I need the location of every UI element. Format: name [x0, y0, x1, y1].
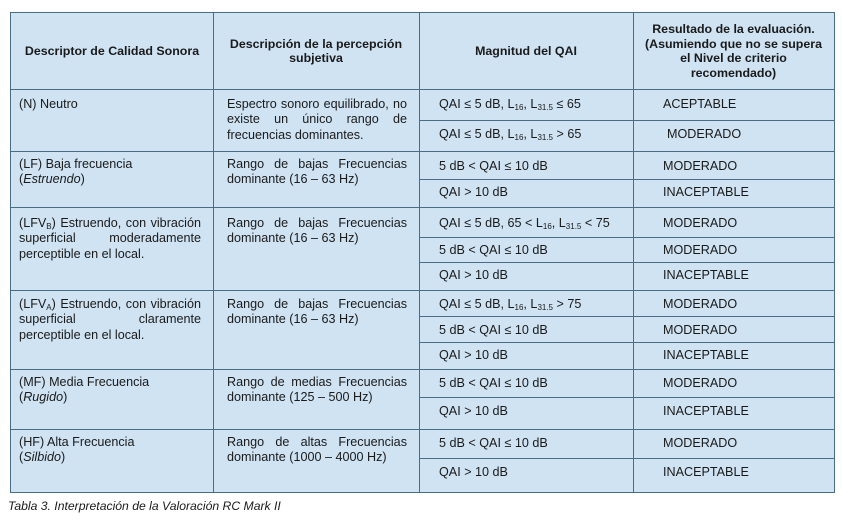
- magnitude-cell: QAI ≤ 5 dB, $L_{16}$, $L_{31.5} > 75$: [439, 297, 582, 312]
- result-cell: INACEPTABLE: [663, 404, 749, 418]
- magnitude-cell: 5 dB < QAI ≤ 10 dB: [439, 243, 548, 257]
- magnitude-cell: 5 dB < QAI ≤ 10 dB: [439, 436, 548, 450]
- magnitude-cell: QAI ≤ 5 dB, $L_{16}$, $L_{31.5} \le 65$: [439, 97, 581, 112]
- magnitude-cell: QAI > 10 dB: [439, 185, 508, 199]
- subrow-divider: [419, 458, 834, 459]
- descriptor-cell: (MF) Media Frecuencia (Rugido): [19, 375, 150, 405]
- result-cell: INACEPTABLE: [663, 465, 749, 479]
- perception-cell: Rango de bajas Frecuencias dominante (16 – 63 Hz): [227, 297, 407, 327]
- result-cell: ACEPTABLE: [663, 97, 737, 111]
- descriptor-cell: (LF) Baja frecuencia (Estruendo): [19, 157, 133, 187]
- subrow-divider: [419, 316, 834, 317]
- subrow-divider: [419, 179, 834, 180]
- magnitude-cell: QAI > 10 dB: [439, 404, 508, 418]
- rc-mark-table: [10, 12, 835, 493]
- row-divider: [11, 207, 834, 208]
- perception-cell: Rango de medias Frecuencias dominante (125 – 500 Hz): [227, 375, 407, 405]
- perception-cell: Espectro sonoro equilibrado, no existe un único rango de frecuencias dominantes.: [227, 97, 407, 142]
- subrow-divider: [419, 262, 834, 263]
- result-cell: INACEPTABLE: [663, 268, 749, 282]
- header-result: Resultado de la evaluación. (Asumiendo que no se supera el Nivel de criterio recomendado): [645, 22, 822, 80]
- row-divider: [11, 151, 834, 152]
- perception-cell: Rango de bajas Frecuencias dominante (16 – 63 Hz): [227, 157, 407, 187]
- header-perception: Descripción de la percepción subjetiva: [229, 36, 403, 65]
- magnitude-cell: 5 dB < QAI ≤ 10 dB: [439, 323, 548, 337]
- magnitude-cell: QAI > 10 dB: [439, 268, 508, 282]
- result-cell: MODERADO: [663, 216, 738, 230]
- magnitude-cell: 5 dB < QAI ≤ 10 dB: [439, 159, 548, 173]
- result-cell: MODERADO: [663, 436, 738, 450]
- perception-cell: Rango de altas Frecuencias dominante (1000 – 4000 Hz): [227, 435, 407, 465]
- result-cell: MODERADO: [667, 127, 742, 141]
- descriptor-cell: (HF) Alta Frecuencia (Silbido): [19, 435, 135, 465]
- header-descriptor: Descriptor de Calidad Sonora: [24, 43, 200, 58]
- result-cell: MODERADO: [663, 376, 738, 390]
- row-divider: [11, 290, 834, 291]
- result-cell: INACEPTABLE: [663, 348, 749, 362]
- row-divider: [11, 369, 834, 370]
- table-caption: Tabla 3. Interpretación de la Valoración RC Mark II: [8, 499, 281, 513]
- magnitude-cell: QAI > 10 dB: [439, 348, 508, 362]
- descriptor-cell: $(LFV_A)$ Estruendo, con vibración superficial claramente perceptible en el local.: [19, 297, 201, 342]
- header-magnitude: Magnitud del QAI: [475, 43, 577, 58]
- result-cell: MODERADO: [663, 323, 738, 337]
- row-divider: [11, 429, 834, 430]
- magnitude-cell: QAI ≤ 5 dB, $L_{16}$, $L_{31.5} > 65$: [439, 127, 582, 142]
- result-cell: MODERADO: [663, 159, 738, 173]
- descriptor-cell: $(LFV_B)$ Estruendo, con vibración superficial moderadamente perceptible en el local.: [19, 216, 201, 261]
- magnitude-cell: 5 dB < QAI ≤ 10 dB: [439, 376, 548, 390]
- subrow-divider: [419, 237, 834, 238]
- result-cell: MODERADO: [663, 297, 738, 311]
- subrow-divider: [419, 342, 834, 343]
- magnitude-cell: QAI > 10 dB: [439, 465, 508, 479]
- subrow-divider: [419, 120, 834, 121]
- descriptor-cell: (N) Neutro: [19, 97, 78, 111]
- result-cell: MODERADO: [663, 243, 738, 257]
- row-divider: [11, 89, 834, 90]
- result-cell: INACEPTABLE: [663, 185, 749, 199]
- perception-cell: Rango de bajas Frecuencias dominante (16 – 63 Hz): [227, 216, 407, 246]
- magnitude-cell: QAI ≤ 5 dB, $65 < L_{16}$, $L_{31.5} < 75$: [439, 216, 610, 231]
- subrow-divider: [419, 397, 834, 398]
